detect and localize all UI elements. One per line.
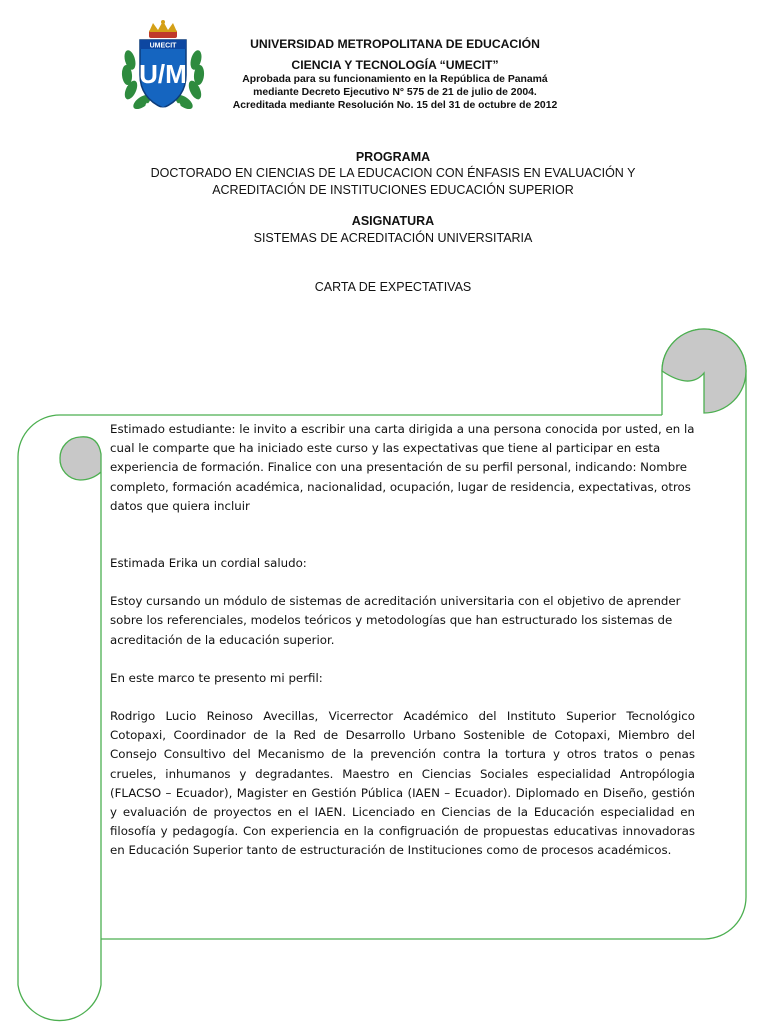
greeting: Estimada Erika un cordial saludo: [110, 556, 307, 571]
document-title: CARTA DE EXPECTATIVAS [314, 280, 472, 294]
profile-intro: En este marco te presento mi perfil: [110, 670, 323, 685]
university-name: UNIVERSIDAD METROPOLITANA DE EDUCACIÓN [250, 37, 540, 51]
subject-name: SISTEMAS DE ACREDITACIÓN UNIVERSITARIA [253, 231, 533, 245]
svg-text:UMECIT: UMECIT [149, 42, 177, 50]
approval-line-1: Aprobada para su funcionamiento en la República de Panamá [242, 74, 548, 85]
instructions-paragraph: Estimado estudiante: le invito a escribir una carta dirigida a una persona conocida por usted, en la cual le comparte que ha iniciado este curso y las expectativas que tiene al participar en esta experiencia de formación. Finalice con una presentación de su perfil personal, indicando: Nombre completo, formación académica, nacionalidad, ocupación, lugar de residencia, expectativas, otros datos que quiera incluir [110, 422, 695, 513]
scroll-curl-left [60, 437, 101, 501]
svg-text:U/M: U/M [139, 59, 187, 89]
approval-line-2: mediante Decreto Ejecutivo N° 575 de 21 de julio de 2004. [253, 87, 537, 98]
subject-label: ASIGNATURA [351, 214, 435, 228]
university-name-line2: CIENCIA Y TECNOLOGÍA “UMECIT” [291, 58, 499, 72]
accreditation-line: Acreditada mediante Resolución No. 15 del 31 de octubre de 2012 [232, 100, 558, 111]
letter-body [110, 420, 695, 861]
scroll-curl-top-right [662, 329, 746, 413]
profile-paragraph: Rodrigo Lucio Reinoso Avecillas, Vicerrector Académico del Instituto Superior Tecnológico Cotopaxi, Coordinador de la Red de Desarrollo Urbano Sostenible de Cotopaxi, Miembro del Consejo Consultivo del Mecanismo de la prevención contra la tortura y otros tratos o penas crueles, inhumanos y degradantes. Maestro en Ciencias Sociales especialidad Antropólogia (FLACSO – Ecuador), Magister en Gestión Pública (IAEN – Ecuador). Diplomado en Diseño, gestión y evaluación de proyectos en el IAEN. Licenciado en Ciencias de la Educación especialidad en filosofía y pedagogía. Con experiencia en la configruación de propuestas educativas innovadoras en Educación Superior tanto de estructuración de Instituciones como de procesos académicos. [110, 709, 695, 858]
program-name-line2: ACREDITACIÓN DE INSTITUCIONES EDUCACIÓN SUPERIOR [212, 183, 574, 197]
intro-paragraph: Estoy cursando un módulo de sistemas de acreditación universitaria con el objetivo de aprender sobre los referenciales, modelos teóricos y metodologías que han estructurado los sistemas de acreditación de la educación superior. [110, 594, 681, 647]
program-label: PROGRAMA [355, 150, 431, 164]
program-name-line1: DOCTORADO EN CIENCIAS DE LA EDUCACION CON ÉNFASIS EN EVALUACIÓN Y [150, 166, 636, 180]
